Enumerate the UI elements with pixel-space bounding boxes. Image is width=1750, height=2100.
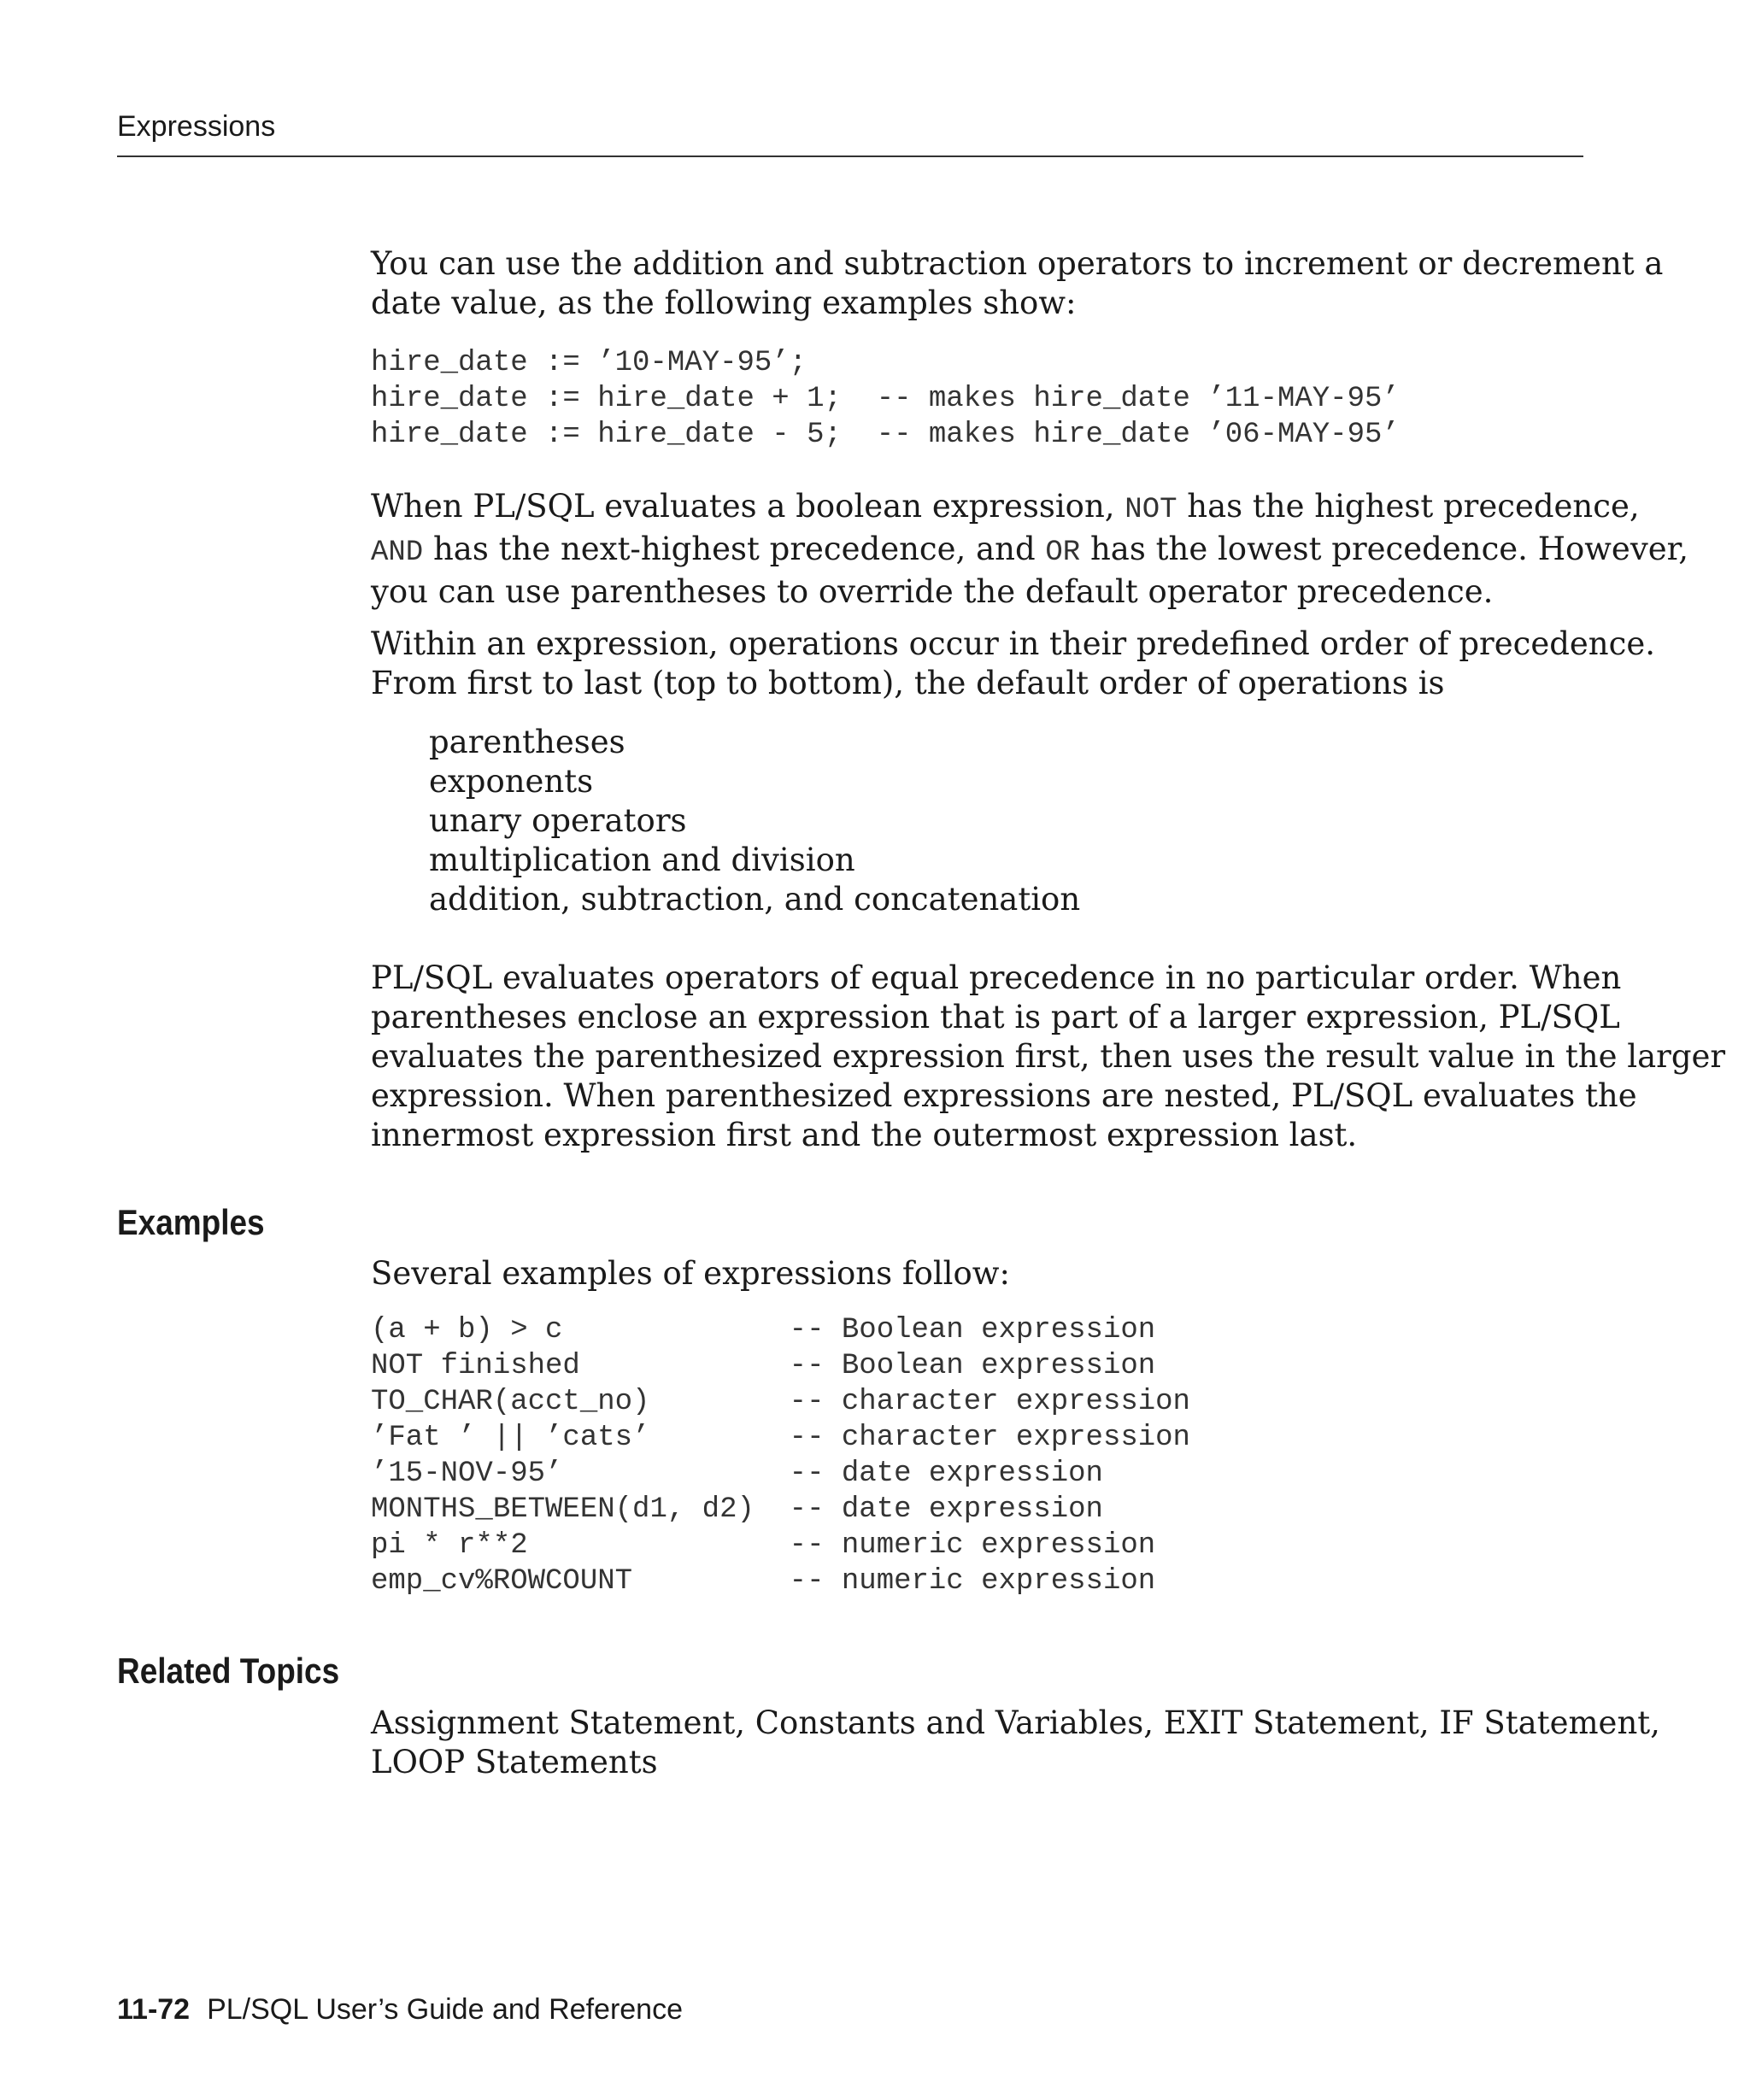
equal-line: parentheses enclose an expression that is part of a larger expression, PL/SQL — [371, 999, 1620, 1035]
intro-line: You can use the addition and subtraction operators to increment or decrement a — [371, 245, 1664, 282]
order-of-operations-list — [429, 723, 1080, 919]
related-topics-paragraph — [371, 1704, 1660, 1782]
code-line: emp_cv%ROWCOUNT -- numeric expression — [371, 1565, 1156, 1598]
keyword-not: NOT — [1125, 494, 1177, 526]
related-line: LOOP Statements — [371, 1744, 658, 1780]
date-code-block — [371, 345, 1400, 453]
order-line: Within an expression, operations occur in their predefined order of precedence. — [371, 625, 1656, 662]
keyword-and: AND — [371, 537, 424, 569]
code-line: (a + b) > c -- Boolean expression — [371, 1314, 1156, 1346]
boolean-line-1 — [371, 487, 1640, 530]
list-item: unary operators — [429, 802, 687, 839]
list-item: multiplication and division — [429, 842, 855, 878]
examples-heading: Examples — [117, 1202, 265, 1242]
equal-line: PL/SQL evaluates operators of equal precedence in no particular order. When — [371, 959, 1622, 996]
code-line: hire_date := hire_date + 1; -- makes hire_date ’11-MAY-95’ — [371, 383, 1400, 415]
order-line: From first to last (top to bottom), the default order of operations is — [371, 665, 1445, 701]
text-fragment: has the highest precedence, — [1177, 488, 1640, 525]
related-line: Assignment Statement, Constants and Variables, EXIT Statement, IF Statement, — [371, 1704, 1660, 1741]
book-title: PL/SQL User’s Guide and Reference — [207, 1993, 683, 2026]
boolean-line-3: you can use parentheses to override the default operator precedence. — [371, 573, 1494, 610]
code-line: MONTHS_BETWEEN(d1, d2) -- date expression — [371, 1493, 1103, 1526]
page-footer — [117, 1992, 683, 2027]
list-item: parentheses — [429, 724, 625, 760]
code-line: TO_CHAR(acct_no) -- character expression — [371, 1386, 1190, 1418]
code-line: hire_date := ’10-MAY-95’; — [371, 347, 807, 379]
boolean-line-2 — [371, 530, 1688, 572]
related-topics-heading: Related Topics — [117, 1651, 340, 1691]
examples-intro-line: Several examples of expressions follow: — [371, 1255, 1010, 1292]
equal-precedence-paragraph — [371, 959, 1726, 1155]
equal-line: evaluates the parenthesized expression first, then uses the result value in the larger — [371, 1038, 1726, 1075]
order-paragraph — [371, 625, 1656, 703]
text-fragment: has the lowest precedence. However, — [1080, 531, 1688, 567]
code-line: pi * r**2 -- numeric expression — [371, 1529, 1156, 1562]
examples-intro — [371, 1254, 1567, 1293]
equal-line: expression. When parenthesized expressions are nested, PL/SQL evaluates the — [371, 1077, 1637, 1114]
keyword-or: OR — [1045, 537, 1081, 569]
boolean-precedence-paragraph — [371, 487, 1688, 612]
code-line: ’Fat ’ || ’cats’ -- character expression — [371, 1422, 1190, 1454]
code-line: hire_date := hire_date - 5; -- makes hire_date ’06-MAY-95’ — [371, 419, 1400, 451]
intro-line: date value, as the following examples show: — [371, 284, 1077, 321]
header-rule — [117, 155, 1583, 157]
code-line: ’15-NOV-95’ -- date expression — [371, 1458, 1103, 1490]
text-fragment: When PL/SQL evaluates a boolean expression, — [371, 488, 1125, 525]
code-line: NOT finished -- Boolean expression — [371, 1350, 1156, 1382]
list-item: exponents — [429, 763, 594, 800]
intro-paragraph — [371, 244, 1664, 323]
equal-line: innermost expression first and the outermost expression last. — [371, 1117, 1358, 1153]
running-header: Expressions — [117, 110, 276, 143]
page-number: 11-72 — [117, 1993, 191, 2026]
examples-code-block — [371, 1312, 1190, 1599]
text-fragment: has the next-highest precedence, and — [423, 531, 1046, 567]
list-item: addition, subtraction, and concatenation — [429, 881, 1081, 918]
